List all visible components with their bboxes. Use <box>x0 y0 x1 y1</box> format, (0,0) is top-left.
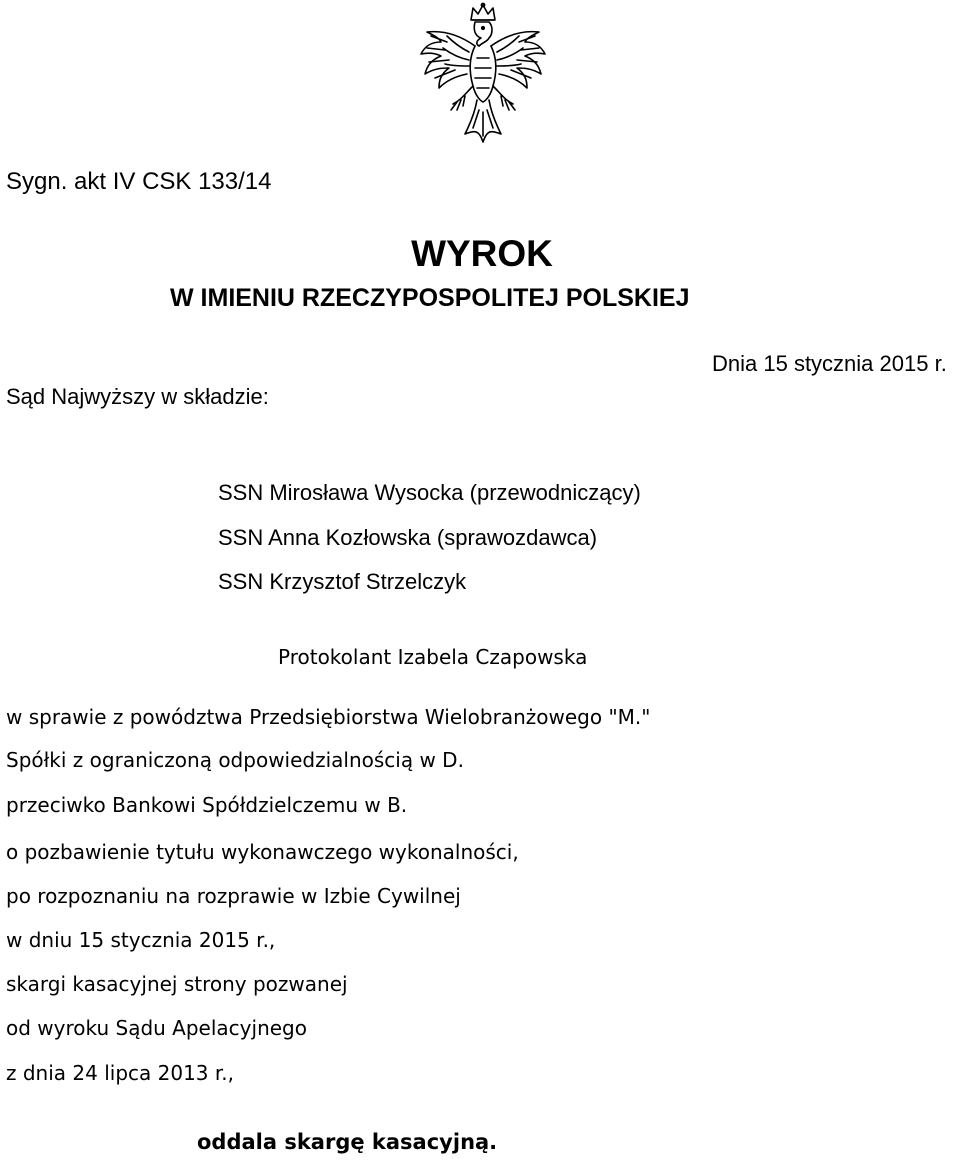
case-line: z dnia 24 lipca 2013 r., <box>6 1061 234 1085</box>
case-line: przeciwko Bankowi Spółdzielczemu w B. <box>6 793 408 817</box>
judge-line: SSN Anna Kozłowska (sprawozdawca) <box>218 525 598 550</box>
clerk-line: Protokolant Izabela Czapowska <box>278 645 588 669</box>
case-line: Spółki z ograniczoną odpowiedzialnością w D. <box>6 748 464 772</box>
document-subtitle: W IMIENIU RZECZYPOSPOLITEJ POLSKIEJ <box>170 284 690 312</box>
document-title <box>0 233 960 275</box>
case-line: skargi kasacyjnej strony pozwanej <box>6 972 348 996</box>
case-line: o pozbawienie tytułu wykonawczego wykonalności, <box>6 840 519 864</box>
case-line: po rozpoznaniu na rozprawie w Izbie Cywilnej <box>6 884 461 908</box>
case-signature: Sygn. akt IV CSK 133/14 <box>6 168 272 195</box>
case-line: w dniu 15 stycznia 2015 r., <box>6 928 276 952</box>
judge-line: SSN Krzysztof Strzelczyk <box>218 569 467 594</box>
polish-eagle-emblem-icon <box>417 2 549 148</box>
case-line: w sprawie z powództwa Przedsiębiorstwa Wielobranżowego "M." <box>6 705 651 729</box>
judge-line: SSN Mirosława Wysocka (przewodniczący) <box>218 480 641 505</box>
judgment-date: Dnia 15 stycznia 2015 r. <box>712 351 947 376</box>
verdict-text: oddala skargę kasacyjną. <box>197 1130 498 1154</box>
court-composition-label: Sąd Najwyższy w składzie: <box>6 384 269 409</box>
case-line: od wyroku Sądu Apelacyjnego <box>6 1016 307 1040</box>
document-title-text: WYROK <box>411 233 553 274</box>
